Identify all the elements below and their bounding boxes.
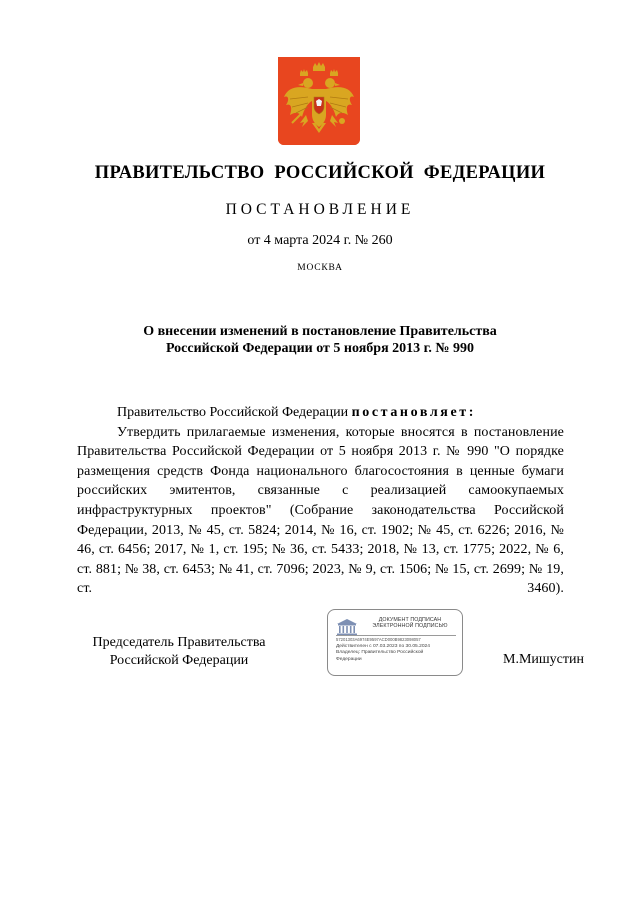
stamp-divider [336,635,456,636]
stamp-certificate-serial: 57201303A6974E9597ACD000B9823098057 [336,637,421,642]
document-subject [80,323,560,357]
subject-line-2: Российской Федерации от 5 ноября 2013 г. № 990 [165,341,475,356]
subject-line-1: О внесении изменений в постановление Правительства [143,324,497,339]
stamp-validity: Действителен с 07.03.2023 по 30.05.2024 [336,644,430,649]
stamp-owner-line-2: Федерации [336,656,362,662]
stamp-title [360,617,460,630]
electronic-signature-stamp [327,609,463,676]
government-title: ПРАВИТЕЛЬСТВО РОССИЙСКОЙ ФЕДЕРАЦИИ [94,163,546,183]
signatory-position-line-2: Российской Федерации [109,653,249,668]
coat-of-arms-icon [278,57,360,145]
stamp-details [336,644,460,663]
stamp-owner-line-1: Владелец: Правительство Российской [336,650,424,656]
stamp-title-line-2: ЭЛЕКТРОННОЙ ПОДПИСЬЮ [372,623,448,630]
signatory-position [79,634,279,670]
preamble-keyword: постановляет: [351,405,476,420]
government-building-icon [336,618,358,636]
signatory-name: М.Мишустин [503,652,584,667]
document-body [77,403,564,599]
preamble-text: Правительство Российской Федерации [117,405,352,420]
document-city: МОСКВА [297,263,343,273]
document-date-number: от 4 марта 2024 г. № 260 [247,233,393,248]
document-type: ПОСТАНОВЛЕНИЕ [225,201,415,218]
preamble-paragraph [77,403,564,423]
decree-paragraph: Утвердить прилагаемые изменения, которые вносятся в постановление Правительства Российской Федерации от 5 ноября 2013 г. № 990 "О порядке размещения средств Фонда национального благосостояния в ценные бумаги российских эмитентов, связанные с реализацией самоокупаемых инфраструктурных проектов" (Собрание законодательства Российской Федерации, 2013, № 45, ст. 5824; 2014, № 16, ст. 1902; № 45, ст. 6226; 2016, № 46, ст. 6456; 2017, № 1, ст. 195; № 36, ст. 5433; 2018, № 13, ст. 1775; 2022, № 6, ст. 881; № 38, ст. 6453; № 41, ст. 7096; 2023, № 9, ст. 1506; № 15, ст. 2699; № 19, ст. 3460). [77,424,564,597]
signatory-position-line-1: Председатель Правительства [92,635,266,650]
stamp-title-line-1: ДОКУМЕНТ ПОДПИСАН [378,617,442,623]
